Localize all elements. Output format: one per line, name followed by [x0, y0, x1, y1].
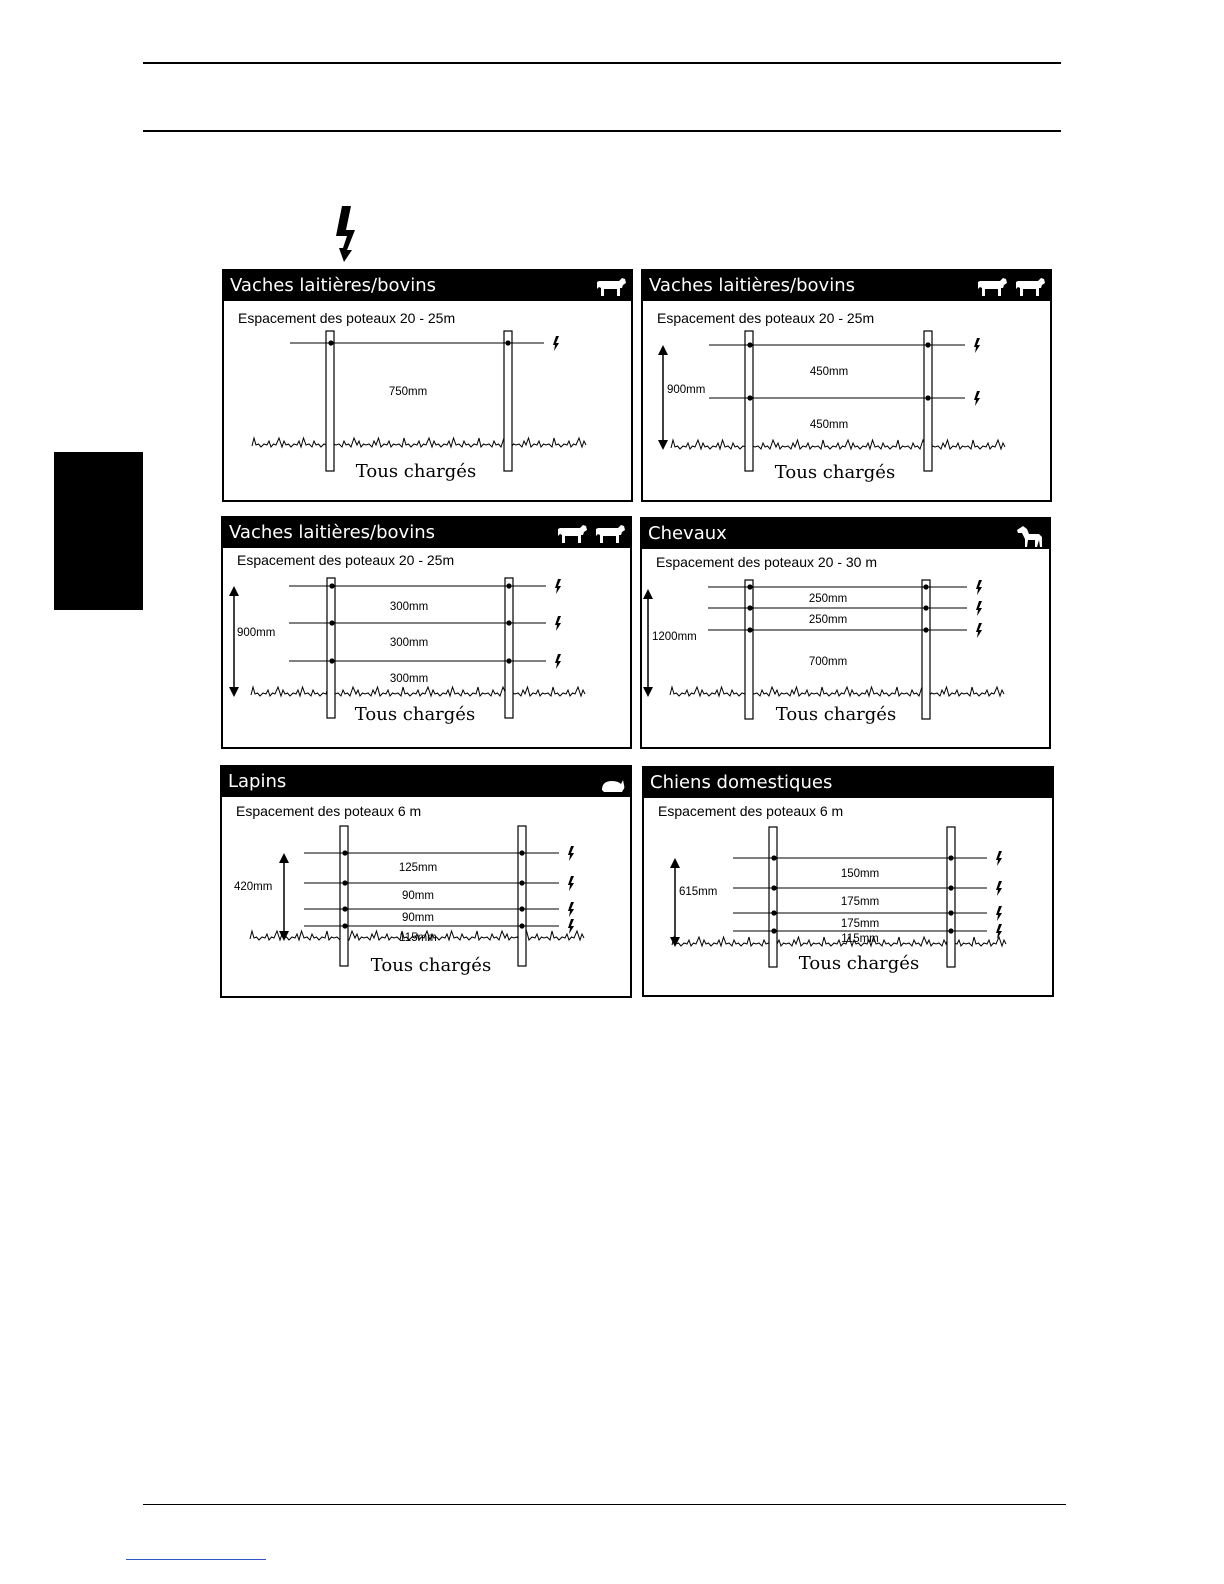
fence-diagram-panel [220, 765, 632, 998]
total-height-label: 900mm [667, 384, 706, 396]
section-tab [54, 452, 143, 610]
fence-post [340, 826, 348, 966]
arrow-head-down [643, 687, 653, 697]
charged-wire-icon [555, 579, 561, 594]
total-height-label: 900mm [237, 627, 276, 639]
fence-diagram [223, 548, 630, 747]
insulator [519, 906, 524, 911]
ground-line [672, 937, 1006, 946]
panel-title: Vaches laitières/bovins [649, 275, 855, 296]
header-rule-top [143, 62, 1061, 64]
panel-header [644, 768, 1052, 798]
insulator [329, 658, 334, 663]
cow-icon [976, 276, 1008, 298]
insulator [329, 583, 334, 588]
charged-wire-icon [976, 601, 982, 616]
wire-gap-label: 115mm [399, 932, 437, 944]
animal-icons [598, 772, 626, 794]
post-spacing-label: Espacement des poteaux 6 m [236, 803, 422, 819]
rabbit-icon [598, 772, 626, 794]
cow-icon [1014, 276, 1046, 298]
insulator [771, 928, 776, 933]
insulator [329, 620, 334, 625]
wire-gap-label: 750mm [388, 386, 428, 398]
fence-diagram [644, 798, 1052, 995]
wire-gap-label: 700mm [808, 656, 848, 668]
post-spacing-label: Espacement des poteaux 6 m [658, 803, 844, 819]
fence-post [326, 331, 334, 471]
insulator [505, 340, 510, 345]
insulator [328, 340, 333, 345]
fence-diagram [642, 549, 1049, 747]
insulator [771, 910, 776, 915]
horse-icon [1015, 524, 1045, 548]
insulator [948, 885, 953, 890]
ground-line [671, 440, 1005, 449]
charged-wire-icon [568, 846, 574, 861]
all-charged-caption: Tous chargés [798, 953, 920, 974]
insulator [747, 342, 752, 347]
footer-link-underline [126, 1559, 266, 1560]
charged-wire-icon [555, 616, 561, 631]
charged-wire-icon [976, 623, 982, 638]
insulator [506, 583, 511, 588]
animal-icons [595, 276, 627, 298]
insulator [519, 880, 524, 885]
arrow-head-up [279, 853, 289, 863]
charged-wire-icon [974, 391, 980, 406]
all-charged-caption: Tous chargés [774, 462, 896, 483]
charged-wire-icon [568, 876, 574, 891]
fence-post [947, 827, 955, 967]
post-spacing-label: Espacement des poteaux 20 - 25m [237, 552, 455, 568]
charged-wire-icon [996, 881, 1002, 896]
insulator [519, 850, 524, 855]
charged-wire-icon [976, 580, 982, 595]
insulator [948, 928, 953, 933]
wire-gap-label: 115mm [841, 933, 879, 945]
insulator [747, 584, 752, 589]
charged-wire-icon [553, 336, 559, 351]
total-height-label: 420mm [234, 881, 273, 893]
post-spacing-label: Espacement des poteaux 20 - 30 m [656, 554, 878, 570]
wire-gap-label: 250mm [808, 593, 848, 605]
wire-gap-label: 450mm [809, 419, 849, 431]
fence-diagram [643, 301, 1050, 500]
insulator [948, 855, 953, 860]
fence-diagram-panel [642, 766, 1054, 997]
arrow-head-up [229, 586, 239, 596]
panel-title: Vaches laitières/bovins [229, 522, 435, 543]
animal-icons [1015, 524, 1045, 546]
insulator [342, 906, 347, 911]
insulator [923, 584, 928, 589]
insulator [923, 605, 928, 610]
fence-post [327, 578, 335, 718]
insulator [771, 855, 776, 860]
panel-header [224, 271, 631, 301]
charged-wire-icon [974, 338, 980, 353]
fence-post [518, 826, 526, 966]
ground-line [252, 438, 586, 447]
insulator [342, 923, 347, 928]
arrow-head-up [658, 345, 668, 355]
ground-line [670, 687, 1004, 696]
post-spacing-label: Espacement des poteaux 20 - 25m [657, 310, 875, 326]
wire-gap-label: 300mm [389, 673, 429, 685]
header-rule-bottom [143, 130, 1061, 132]
panel-header [223, 518, 630, 548]
all-charged-caption: Tous chargés [370, 955, 492, 976]
cow-icon [556, 523, 588, 545]
fence-diagram-panel [222, 269, 633, 502]
arrow-head-up [643, 589, 653, 599]
ground-line [251, 687, 585, 696]
fence-post [505, 578, 513, 718]
insulator [342, 850, 347, 855]
panel-title: Chevaux [648, 523, 727, 544]
total-height-label: 615mm [679, 886, 718, 898]
panel-header [222, 767, 630, 797]
panel-header [642, 519, 1049, 549]
fence-diagram-panel [641, 269, 1052, 502]
charged-wire-icon [996, 851, 1002, 866]
cow-icon [595, 276, 627, 298]
panel-title: Vaches laitières/bovins [230, 275, 436, 296]
fence-diagram-panel [221, 516, 632, 749]
wire-gap-label: 300mm [389, 637, 429, 649]
all-charged-caption: Tous chargés [354, 704, 476, 725]
insulator [747, 605, 752, 610]
all-charged-caption: Tous chargés [355, 461, 477, 482]
wire-gap-label: 90mm [402, 890, 434, 902]
total-height-label: 1200mm [652, 631, 697, 643]
wire-gap-label: 300mm [389, 601, 429, 613]
wire-gap-label: 175mm [840, 918, 880, 930]
insulator [342, 880, 347, 885]
insulator [948, 910, 953, 915]
panel-header [643, 271, 1050, 301]
charged-wire-icon [555, 654, 561, 669]
arrow-head-down [658, 440, 668, 450]
fence-post [745, 580, 753, 719]
wire-gap-label: 175mm [840, 896, 880, 908]
charged-wire-icon [996, 906, 1002, 921]
fence-diagram [222, 797, 630, 996]
insulator [506, 658, 511, 663]
footer-rule [143, 1504, 1066, 1505]
insulator [923, 627, 928, 632]
arrow-head-down [229, 687, 239, 697]
fence-post [769, 827, 777, 967]
charged-wire-icon [568, 902, 574, 917]
insulator [747, 395, 752, 400]
wire-gap-label: 90mm [402, 912, 434, 924]
wire-gap-label: 450mm [809, 366, 849, 378]
fence-diagram [224, 301, 631, 500]
panel-title: Chiens domestiques [650, 772, 833, 793]
charged-wire-icon [568, 919, 574, 934]
wire-gap-label: 150mm [840, 868, 880, 880]
animal-icons [976, 276, 1046, 298]
panel-title: Lapins [228, 771, 287, 792]
arrow-head-up [670, 858, 680, 868]
animal-icons [556, 523, 626, 545]
fence-post [745, 331, 753, 471]
cow-icon [594, 523, 626, 545]
wire-gap-label: 250mm [808, 614, 848, 626]
insulator [771, 885, 776, 890]
arrow-head-down [670, 937, 680, 947]
fence-post [922, 580, 930, 719]
insulator [925, 342, 930, 347]
fence-post [504, 331, 512, 471]
fence-diagram-panel [640, 517, 1051, 749]
insulator [519, 923, 524, 928]
insulator [925, 395, 930, 400]
fence-post [924, 331, 932, 471]
lightning-bolt-icon [328, 204, 360, 264]
post-spacing-label: Espacement des poteaux 20 - 25m [238, 310, 456, 326]
insulator [747, 627, 752, 632]
insulator [506, 620, 511, 625]
wire-gap-label: 125mm [398, 862, 438, 874]
all-charged-caption: Tous chargés [775, 704, 897, 725]
